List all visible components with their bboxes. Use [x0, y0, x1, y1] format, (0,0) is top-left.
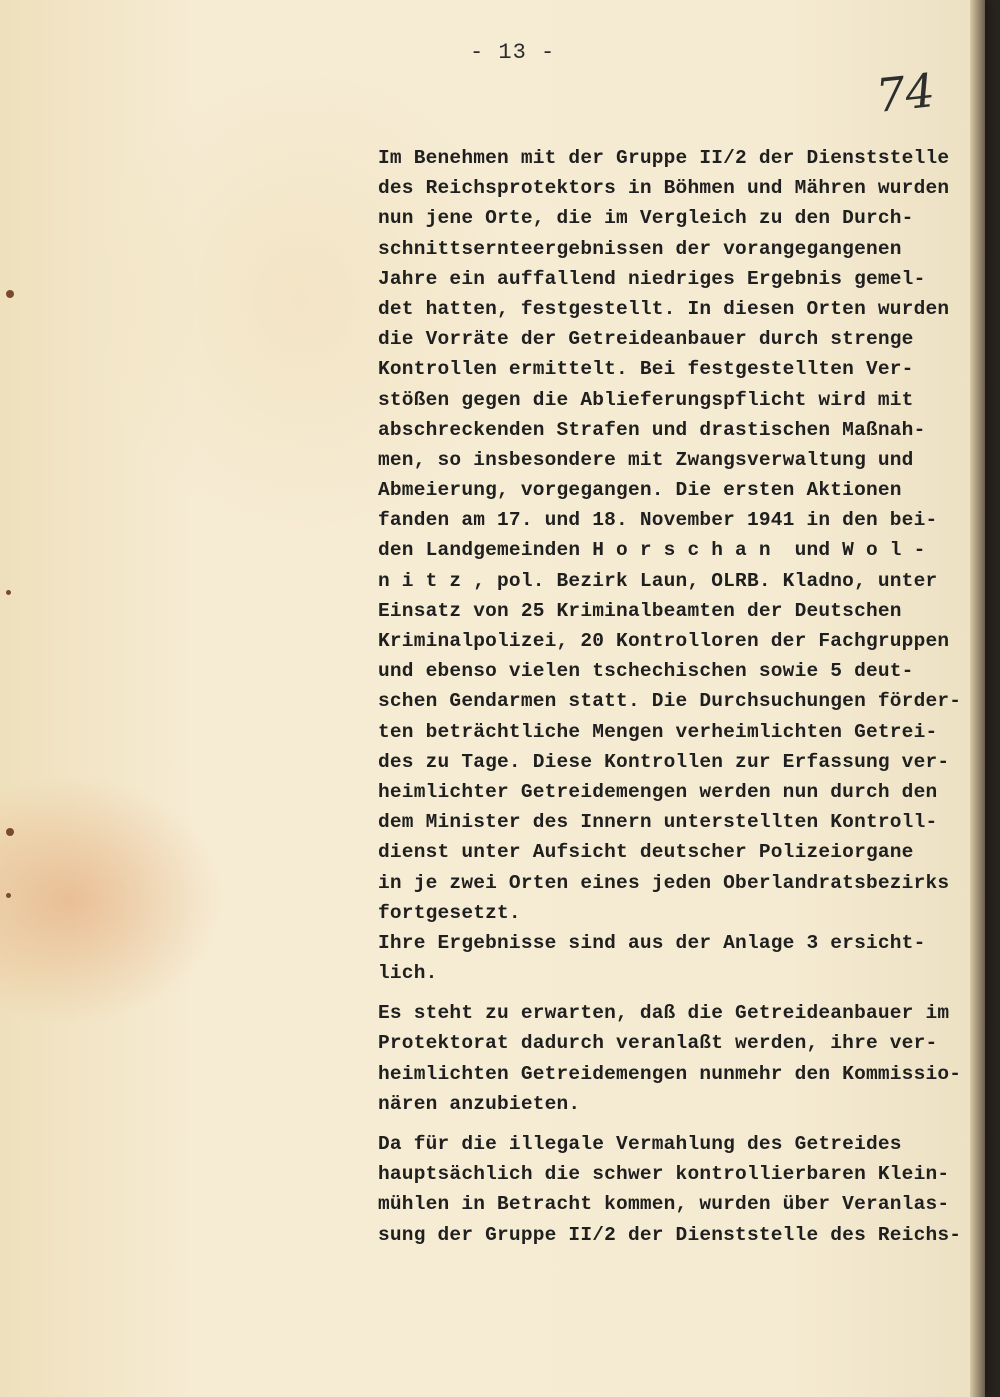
text-line: des Reichsprotektors in Böhmen und Mähren wurden [378, 177, 950, 200]
text-line: dienst unter Aufsicht deutscher Polizeiorgane [378, 841, 914, 864]
text-line: n i t z , pol. Bezirk Laun, OLRB. Kladno, unter [378, 569, 938, 592]
text-line: sung der Gruppe II/2 der Dienststelle des Reichs- [378, 1223, 962, 1246]
text-line: Jahre ein auffallend niedriges Ergebnis gemel- [378, 267, 926, 290]
text-line: heimlichten Getreidemengen nunmehr den Kommissio- [378, 1062, 962, 1085]
punch-hole [6, 893, 11, 898]
text-line: fanden am 17. und 18. November 1941 in den bei- [378, 509, 938, 532]
text-line: fortgesetzt. [378, 901, 521, 924]
punch-hole [6, 828, 14, 836]
page-number: - 13 - [470, 40, 556, 65]
punch-hole [6, 590, 11, 595]
text-line: Kriminalpolizei, 20 Kontrolloren der Fachgruppen [378, 630, 950, 652]
text-line: abschreckenden Strafen und drastischen Maßnah- [378, 418, 926, 441]
text-line: stößen gegen die Ablieferungspflicht wird mit [378, 388, 914, 411]
text-line: des zu Tage. Diese Kontrollen zur Erfassung ver- [378, 750, 950, 773]
paragraph-gap [378, 988, 978, 998]
text-line: heimlichter Getreidemengen werden nun durch den [378, 780, 938, 803]
body-text [378, 143, 978, 1250]
text-line: det hatten, festgestellt. In diesen Orten wurden [378, 297, 950, 320]
text-line: mühlen in Betracht kommen, wurden über Veranlas- [378, 1193, 950, 1216]
text-line: men, so insbesondere mit Zwangsverwaltung und [378, 448, 914, 471]
text-line: Kontrollen ermittelt. Bei festgestellten Ver- [378, 358, 914, 381]
text-line: schen Gendarmen statt. Die Durchsuchungen förder- [378, 690, 962, 713]
text-line: Im Benehmen mit der Gruppe II/2 der Dienststelle [378, 147, 950, 169]
text-line: Da für die illegale Vermahlung des Getreides [378, 1133, 902, 1155]
text-line: und ebenso vielen tschechischen sowie 5 deut- [378, 660, 914, 683]
punch-hole [6, 290, 14, 298]
paragraph [378, 1129, 978, 1250]
text-line: ten beträchtliche Mengen verheimlichten Getrei- [378, 720, 938, 743]
text-line: Es steht zu erwarten, daß die Getreideanbauer im [378, 1002, 950, 1025]
paragraph-gap [378, 1119, 978, 1129]
text-line: dem Minister des Innern unterstellten Kontroll- [378, 811, 938, 834]
paragraph [378, 143, 978, 988]
text-line: Protektorat dadurch veranlaßt werden, ihre ver- [378, 1032, 938, 1055]
text-line: die Vorräte der Getreideanbauer durch strenge [378, 328, 914, 351]
text-line: nären anzubieten. [378, 1092, 581, 1115]
text-line: Ihre Ergebnisse sind aus der Anlage 3 ersicht- [378, 931, 926, 954]
paragraph [378, 998, 978, 1119]
text-line: hauptsächlich die schwer kontrollierbaren Klein- [378, 1163, 950, 1186]
handwritten-folio-number: 74 [873, 63, 938, 123]
text-line: schnittsernteergebnissen der vorangegangenen [378, 237, 902, 260]
text-line: den Landgemeinden H o r s c h a n und W o l - [378, 539, 926, 562]
text-line: nun jene Orte, die im Vergleich zu den Durch- [378, 207, 914, 230]
text-line: in je zwei Orten eines jeden Oberlandratsbezirks [378, 871, 950, 894]
text-line: Abmeierung, vorgegangen. Die ersten Aktionen [378, 479, 902, 502]
text-line: lich. [378, 962, 438, 985]
text-line: Einsatz von 25 Kriminalbeamten der Deutschen [378, 599, 902, 622]
